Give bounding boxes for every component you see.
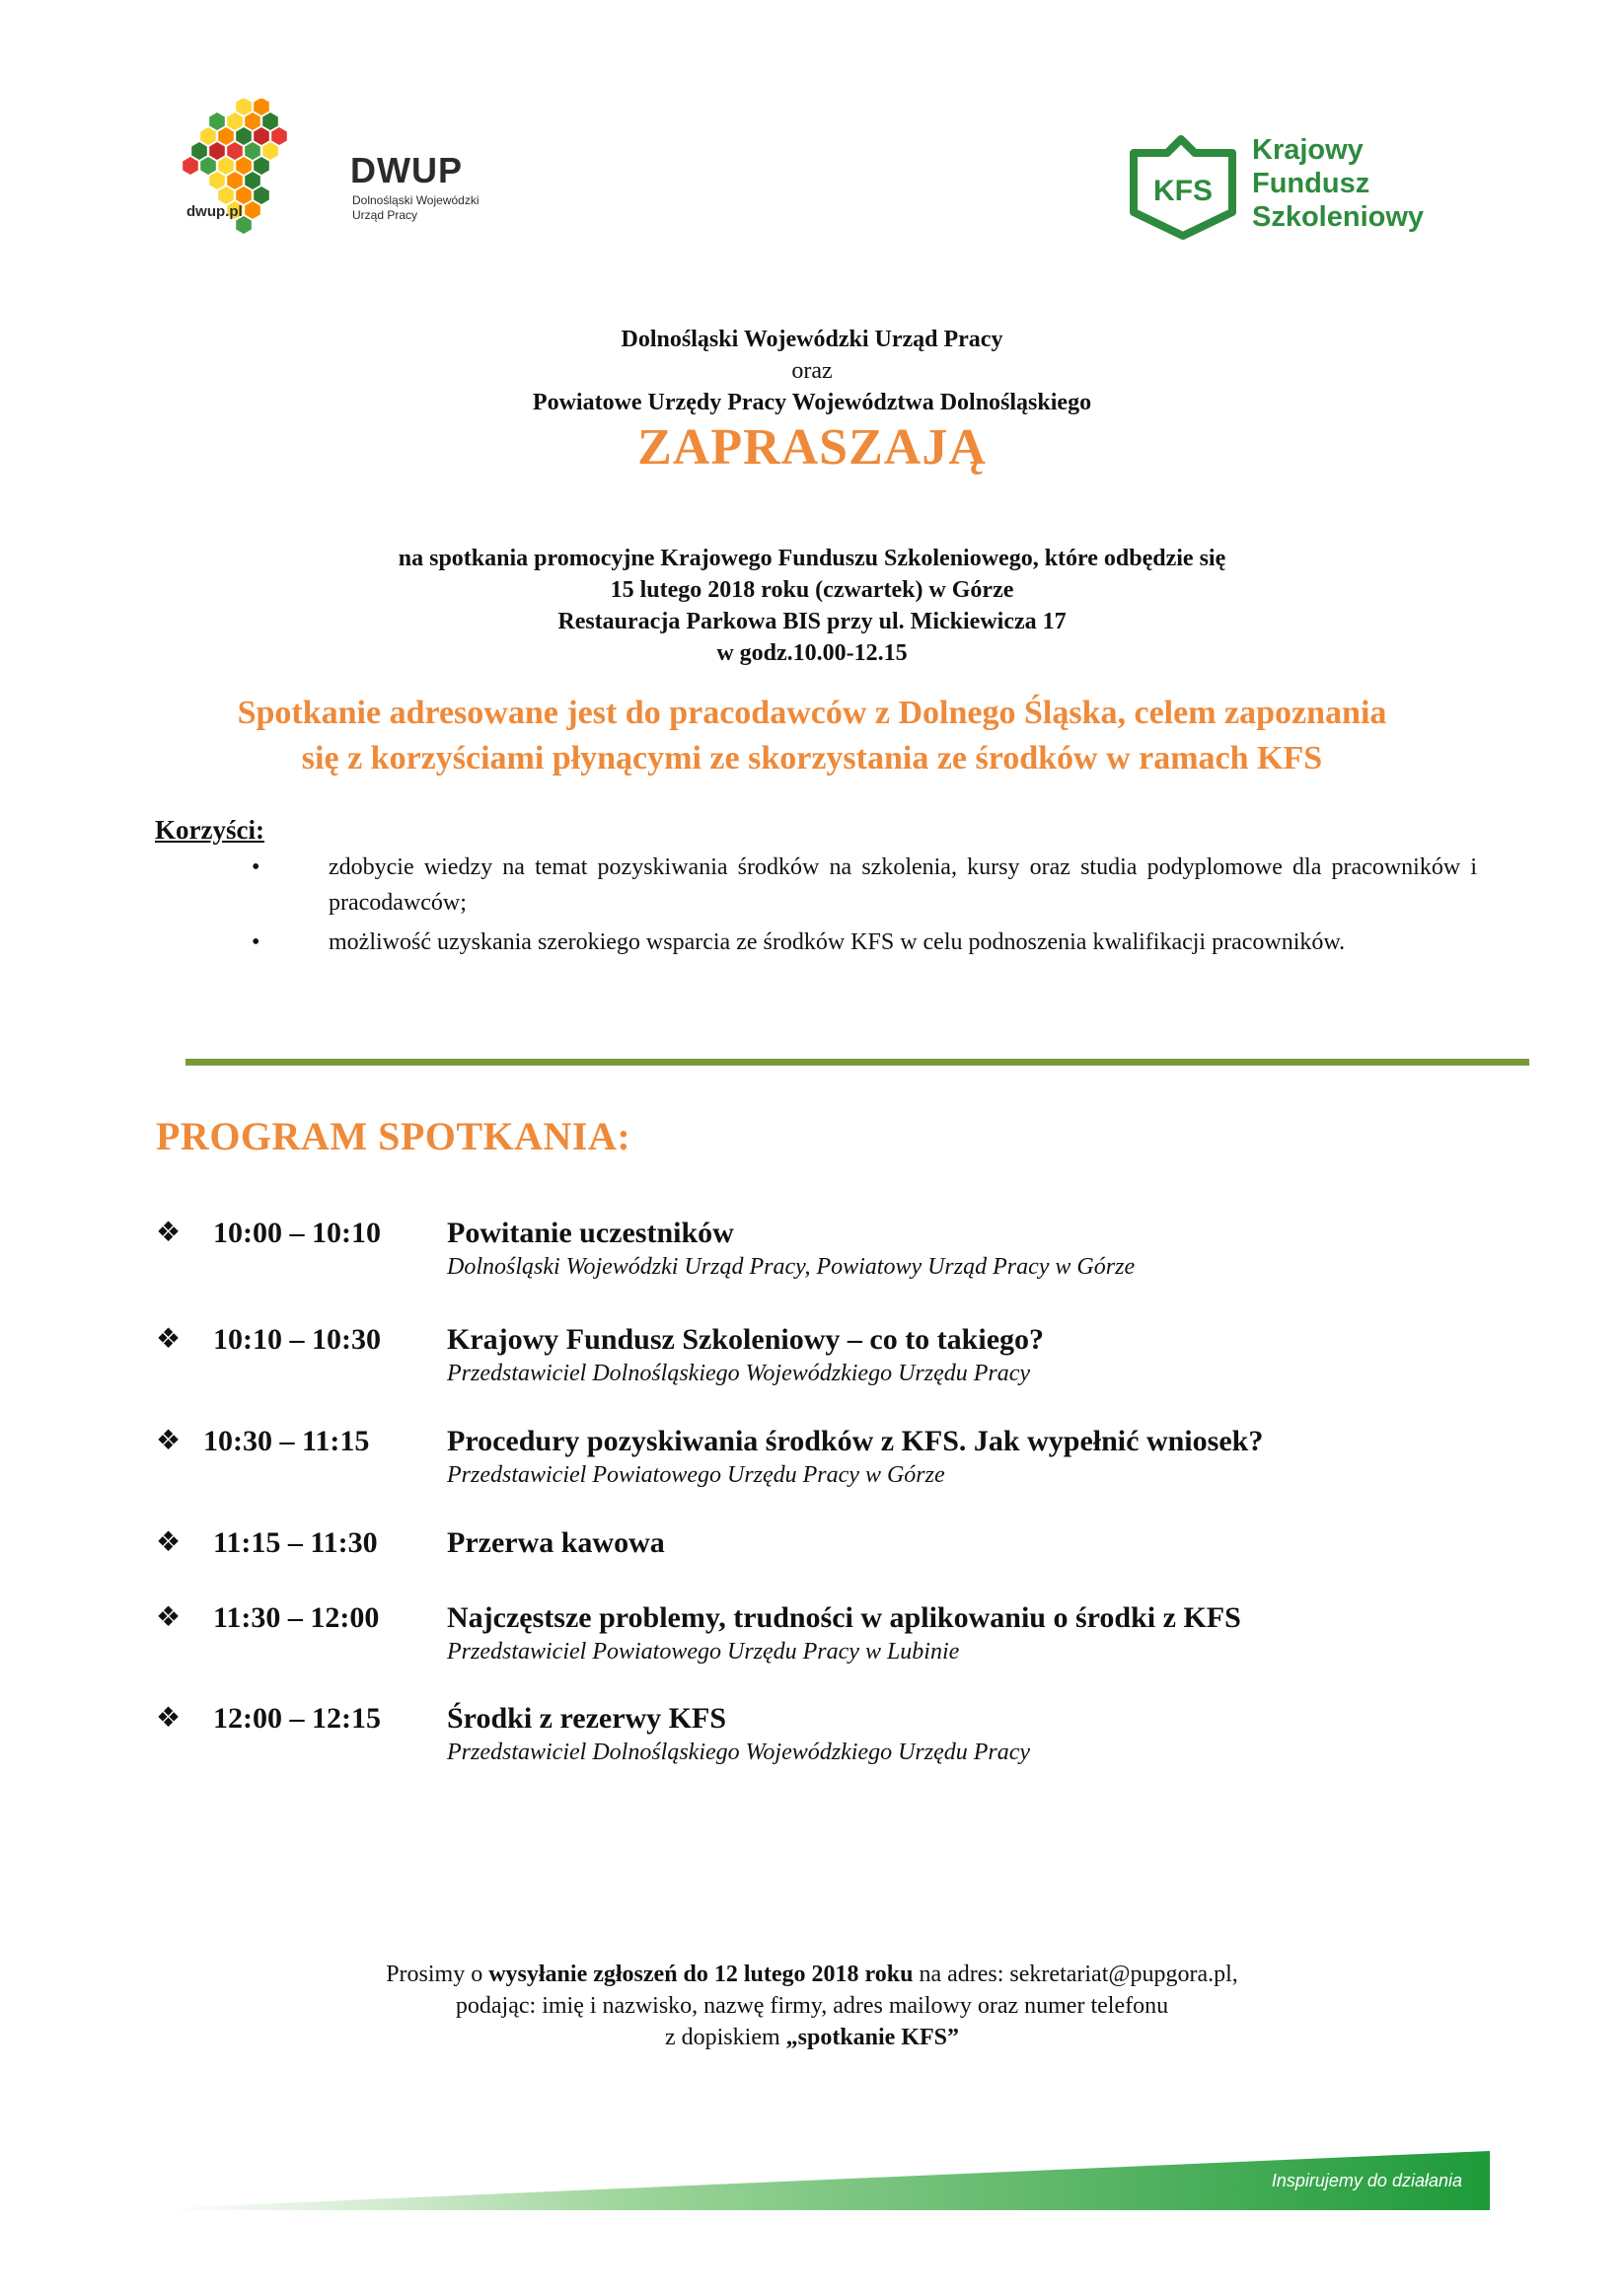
organizer-2: Powiatowe Urzędy Pracy Województwa Dolnośląskiego (532, 390, 1092, 415)
hexagon-icon (191, 142, 207, 160)
program-item (156, 1525, 1439, 1565)
dwup-logo-subtitle: Dolnośląski Wojewódzki Urząd Pracy (352, 193, 480, 222)
list-item: • możliwość uzyskania szerokiego wsparcia ze środków KFS w celu podnoszenia kwalifikacji pracowników. (155, 925, 1477, 960)
program-speaker: Przedstawiciel Powiatowego Urzędu Pracy w Lubinie (447, 1639, 960, 1665)
program-item-title: Najczęstsze problemy, trudności w aplikowaniu o środki z KFS (447, 1601, 1241, 1634)
hexagon-icon (245, 201, 260, 219)
hexagon-icon (245, 112, 260, 130)
hexagon-icon (227, 142, 243, 160)
kfs-shield-icon (1128, 133, 1238, 242)
invite-heading: ZAPRASZAJĄ (637, 419, 987, 476)
hexagon-icon (245, 172, 260, 189)
kfs-logo-name: Krajowy Fundusz Szkoleniowy (1252, 134, 1425, 233)
diamond-bullet-icon: ❖ (156, 1527, 182, 1558)
diamond-bullet-icon: ❖ (156, 1602, 182, 1633)
program-speaker: Przedstawiciel Dolnośląskiego Wojewódzkiego Urzędu Pracy (447, 1361, 1031, 1386)
program-item-title: Procedury pozyskiwania środków z KFS. Jak wypełnić wniosek? (447, 1425, 1264, 1457)
hexagon-icon (200, 127, 216, 145)
registration-line-2: podając: imię i nazwisko, nazwę firmy, adres mailowy oraz numer telefonu (455, 1993, 1169, 2019)
program-time: 11:30 – 12:00 (213, 1601, 380, 1634)
program-item-title: Środki z rezerwy KFS (447, 1702, 727, 1735)
hexagon-icon (271, 127, 287, 145)
hexagon-icon (209, 142, 225, 160)
event-hours: w godz.10.00-12.15 (716, 640, 908, 666)
registration-line-3: z dopiskiem „spotkanie KFS” (664, 2025, 960, 2050)
event-date: 15 lutego 2018 roku (czwartek) w Górze (610, 577, 1014, 603)
organizer-conjunction: oraz (791, 358, 833, 384)
hexagon-icon (236, 99, 252, 115)
program-item (156, 1600, 1439, 1669)
hexagon-icon (218, 157, 234, 175)
hexagon-icon (183, 157, 198, 175)
program-item (156, 1322, 1439, 1391)
hexagon-icon (245, 142, 260, 160)
registration-info (0, 1959, 1624, 2053)
diamond-bullet-icon: ❖ (156, 1324, 182, 1355)
program-speaker: Przedstawiciel Powiatowego Urzędu Pracy w Górze (447, 1462, 945, 1488)
dwup-logo (173, 99, 508, 247)
diamond-bullet-icon: ❖ (156, 1426, 182, 1456)
program-time: 12:00 – 12:15 (213, 1702, 381, 1735)
bullet-icon: • (252, 929, 260, 955)
registration-line-1: Prosimy o wysyłanie zgłoszeń do 12 lutego 2018 roku na adres: sekretariat@pupgora.pl, (386, 1962, 1238, 1987)
program-item-title: Przerwa kawowa (447, 1526, 665, 1559)
benefits-section (155, 815, 1477, 964)
audience-line-1: Spotkanie adresowane jest do pracodawców z Dolnego Śląska, celem zapoznania (237, 695, 1387, 731)
program-speaker: Dolnośląski Wojewódzki Urząd Pracy, Powiatowy Urząd Pracy w Górze (447, 1254, 1136, 1280)
audience-line-2: się z korzyściami płynącymi ze skorzystania ze środków w ramach KFS (301, 740, 1323, 777)
dwup-logo-title: DWUP (350, 150, 463, 190)
hexagon-icon (262, 112, 278, 130)
hexagon-icon (218, 186, 234, 204)
hexagon-icon (209, 172, 225, 189)
hexagon-icon (254, 127, 269, 145)
hexagon-cluster-icon (173, 99, 350, 247)
hexagon-icon (200, 157, 216, 175)
hexagon-icon (254, 157, 269, 175)
list-item: • zdobycie wiedzy na temat pozyskiwania środków na szkolenia, kursy oraz studia podyplomowe dla pracowników i pracodawców; (155, 850, 1477, 921)
benefits-heading: Korzyści: (155, 815, 264, 845)
hexagon-icon (254, 99, 269, 115)
event-venue: Restauracja Parkowa BIS przy ul. Mickiewicza 17 (557, 609, 1067, 634)
program-title: PROGRAM SPOTKANIA: (156, 1114, 631, 1158)
dwup-logo-url: dwup.pl (186, 203, 243, 220)
benefits-list (155, 850, 1477, 960)
program-time: 10:00 – 10:10 (213, 1217, 381, 1249)
hexagon-icon (236, 157, 252, 175)
program-item (156, 1424, 1439, 1493)
program-speaker: Przedstawiciel Dolnośląskiego Wojewódzkiego Urzędu Pracy (447, 1740, 1031, 1765)
footer-banner (166, 2151, 1490, 2210)
hexagon-icon (227, 172, 243, 189)
kfs-badge-text: KFS (1153, 175, 1213, 207)
hexagon-icon (218, 127, 234, 145)
diamond-bullet-icon: ❖ (156, 1218, 182, 1248)
program-time: 10:10 – 10:30 (213, 1323, 381, 1356)
kfs-logo (1128, 133, 1463, 247)
hexagon-icon (254, 186, 269, 204)
organizer-1: Dolnośląski Wojewódzki Urząd Pracy (621, 327, 1003, 352)
program-item (156, 1216, 1439, 1285)
section-divider (185, 1059, 1529, 1066)
hexagon-icon (236, 186, 252, 204)
program-time: 10:30 – 11:15 (203, 1425, 370, 1457)
diamond-bullet-icon: ❖ (156, 1703, 182, 1734)
hexagon-icon (236, 127, 252, 145)
bullet-icon: • (252, 854, 260, 880)
program-time: 11:15 – 11:30 (213, 1526, 378, 1559)
hexagon-icon (227, 112, 243, 130)
hexagon-icon (262, 142, 278, 160)
footer-tagline: Inspirujemy do działania (1271, 2171, 1462, 2190)
program-item-title: Powitanie uczestników (447, 1217, 734, 1249)
event-description: na spotkania promocyjne Krajowego Funduszu Szkoleniowego, które odbędzie się (398, 546, 1226, 571)
program-item-title: Krajowy Fundusz Szkoleniowy – co to takiego? (447, 1323, 1045, 1356)
program-item (156, 1701, 1439, 1770)
hexagon-icon (209, 112, 225, 130)
